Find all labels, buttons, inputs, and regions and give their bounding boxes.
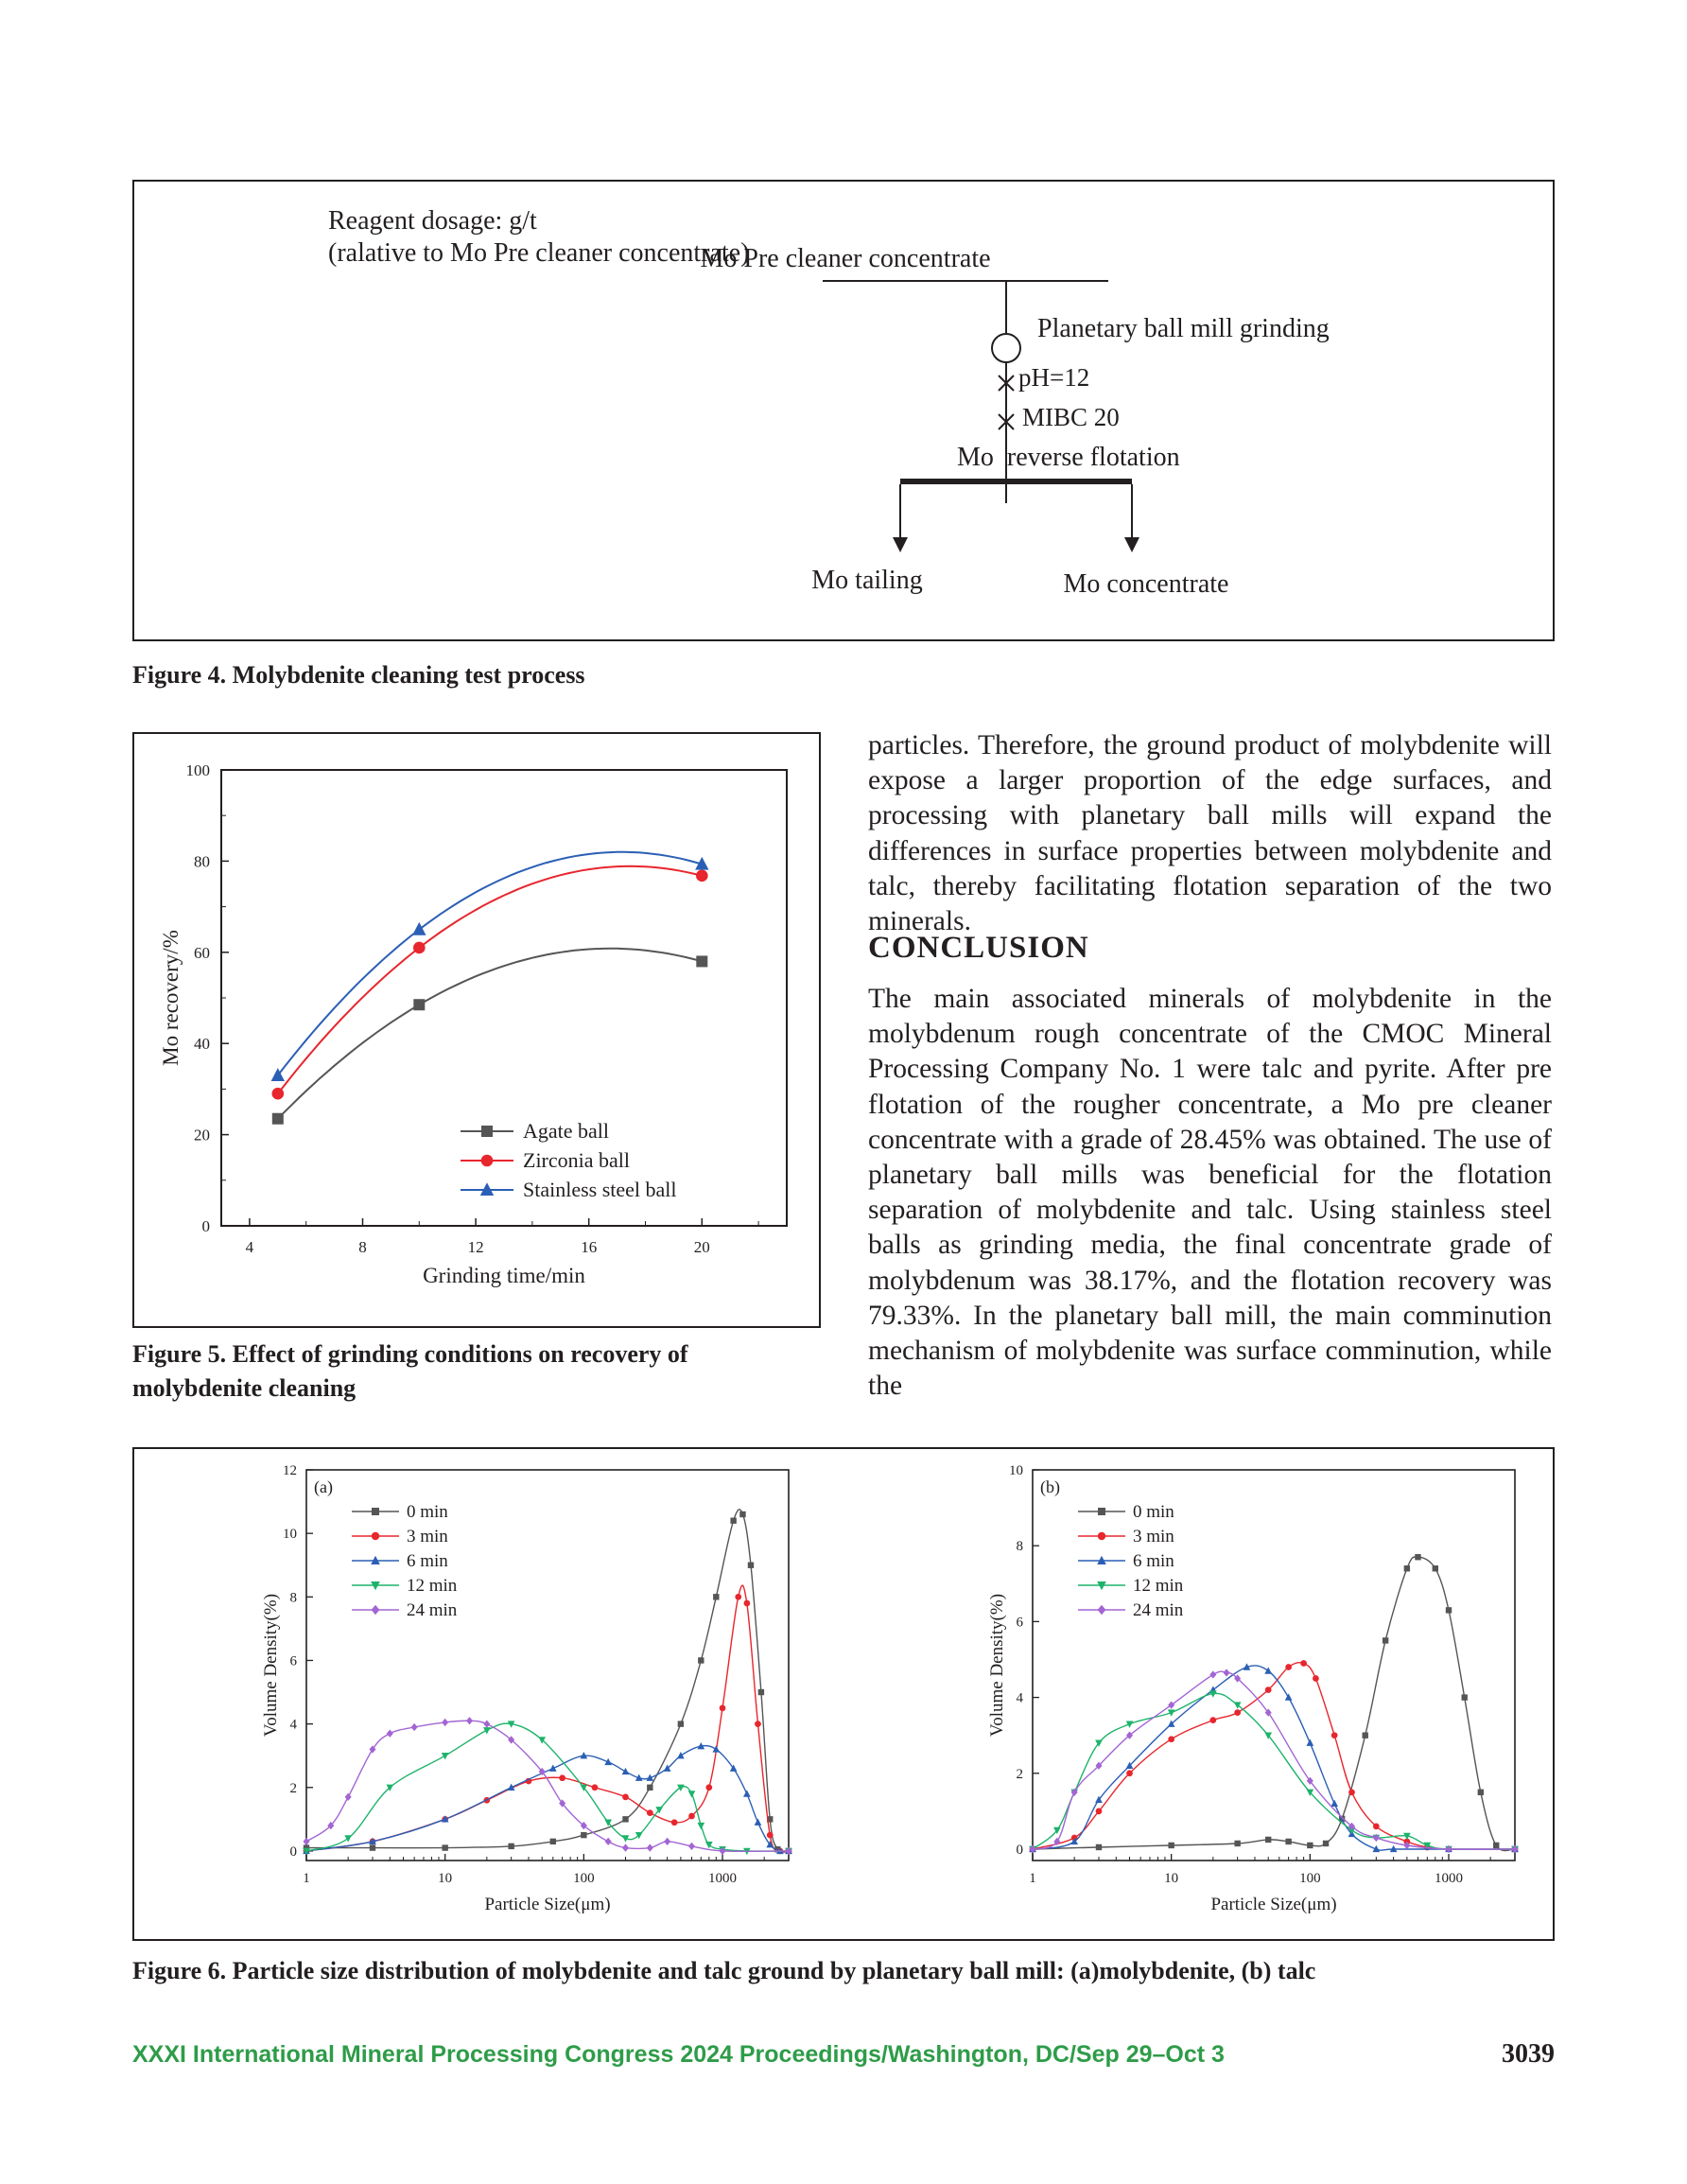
data-point — [1096, 1844, 1102, 1850]
concentrate-label: Mo concentrate — [1063, 569, 1229, 599]
ph-label: pH=12 — [1018, 363, 1090, 392]
data-point — [1285, 1839, 1291, 1844]
data-point — [1404, 1565, 1410, 1571]
body-paragraph-1 — [868, 728, 1552, 939]
data-point — [688, 1843, 695, 1850]
y-tick-label: 6 — [1016, 1615, 1023, 1631]
data-point — [1126, 1770, 1133, 1776]
reagent-relative-label: (ralative to Mo Pre cleaner concentrate) — [328, 238, 750, 268]
data-point — [1224, 1669, 1230, 1676]
series-0-min — [1030, 1502, 1518, 1852]
x-axis-label: Grinding time/min — [423, 1264, 585, 1287]
panel-label: (b) — [1040, 1477, 1060, 1496]
y-tick-label: 4 — [1016, 1690, 1023, 1706]
figure5-caption-line1: Figure 5. Effect of grinding conditions on recovery of — [132, 1340, 688, 1368]
flotation-cell-icon — [900, 479, 1132, 484]
data-point — [559, 1774, 565, 1781]
x-tick-label: 10 — [438, 1871, 453, 1886]
legend-label: Zirconia ball — [523, 1148, 631, 1172]
data-point — [442, 1719, 448, 1726]
series-line — [306, 1585, 789, 1852]
figure5-frame — [132, 732, 821, 1328]
data-point — [550, 1839, 556, 1844]
y-tick-label: 2 — [1016, 1766, 1023, 1782]
legend-label: 6 min — [407, 1551, 448, 1571]
data-point — [622, 1768, 630, 1774]
figure5-chart — [134, 734, 819, 1326]
body-paragraph-2 — [868, 982, 1552, 1404]
y-tick-label: 10 — [283, 1527, 297, 1543]
series-3-min — [304, 1527, 792, 1854]
data-point — [272, 1113, 284, 1125]
y-tick-label: 0 — [201, 1217, 210, 1235]
data-point — [508, 1843, 513, 1849]
legend-marker — [372, 1532, 379, 1540]
data-point — [664, 1838, 670, 1845]
x-tick-label: 1000 — [1435, 1871, 1464, 1886]
data-point — [1446, 1607, 1452, 1613]
legend-label: 0 min — [1133, 1502, 1174, 1522]
x-tick-label: 8 — [358, 1238, 367, 1256]
data-point — [1209, 1717, 1216, 1723]
series-24-min — [1029, 1600, 1518, 1853]
series-0-min — [304, 1502, 791, 1854]
data-point — [483, 1720, 490, 1727]
y-tick-label: 0 — [1016, 1842, 1023, 1858]
data-point — [1373, 1824, 1380, 1830]
data-point — [720, 1704, 726, 1711]
data-point — [647, 1809, 653, 1816]
series-3-min — [1030, 1527, 1519, 1852]
data-point — [411, 1723, 418, 1731]
data-point — [1264, 1667, 1272, 1673]
page-number: 3039 — [1502, 2039, 1555, 2069]
data-point — [592, 1784, 599, 1791]
data-point — [1234, 1709, 1241, 1716]
x-tick-label: 16 — [581, 1238, 598, 1256]
series-line — [1033, 1663, 1515, 1850]
data-point — [1307, 1739, 1314, 1746]
data-point — [1433, 1565, 1438, 1571]
data-point — [767, 1832, 774, 1839]
data-point — [1168, 1701, 1174, 1708]
plot-area — [1033, 1470, 1515, 1861]
series-line — [1033, 1671, 1515, 1849]
figure5-caption-line2: molybdenite cleaning — [132, 1374, 357, 1402]
data-point — [622, 1843, 629, 1851]
data-point — [743, 1600, 750, 1607]
figure4-frame — [132, 180, 1555, 641]
data-point — [697, 1823, 704, 1829]
legend-label: 3 min — [407, 1527, 448, 1546]
y-tick-label: 60 — [194, 943, 210, 962]
data-point — [1383, 1637, 1388, 1643]
data-point — [1209, 1670, 1216, 1678]
series-line — [278, 949, 703, 1119]
y-axis-label: Volume Density(%) — [987, 1593, 1007, 1738]
data-point — [1300, 1660, 1307, 1667]
x-tick-label: 1000 — [708, 1871, 738, 1886]
x-axis-label: Particle Size(μm) — [1210, 1895, 1337, 1914]
data-point — [1348, 1789, 1355, 1795]
mibc-label: MIBC 20 — [1022, 403, 1120, 431]
panel-label: (a) — [314, 1477, 333, 1496]
conference-footer: XXXI International Mineral Processing Congress 2024 Proceedings/Washington, DC/Sep 29–Oct 3 — [132, 2041, 1225, 2068]
legend-marker — [372, 1605, 380, 1615]
data-point — [647, 1785, 652, 1791]
data-point — [1330, 1800, 1338, 1807]
y-tick-label: 6 — [289, 1653, 297, 1669]
y-tick-label: 40 — [194, 1035, 210, 1054]
paragraph-text: particles. Therefore, the ground product of molybdenite will expose a larger proportion of the edge surfaces, and processing with planetary ball mills will expand the differences in surface properties between molybdenite and talc, thereby facilitating flotation separation of the two minerals. — [868, 730, 1552, 937]
data-point — [412, 922, 426, 935]
x-tick-label: 20 — [693, 1238, 710, 1256]
figure6b-chart — [927, 1449, 1532, 1939]
data-point — [705, 1784, 712, 1791]
feed-label: Mo Pre cleaner concentrate — [700, 244, 991, 273]
y-tick-label: 10 — [1009, 1463, 1023, 1478]
data-point — [1307, 1843, 1313, 1848]
legend-marker — [481, 1155, 494, 1167]
data-point — [647, 1843, 653, 1851]
plot-area — [221, 770, 787, 1226]
data-point — [1096, 1808, 1103, 1815]
y-tick-label: 8 — [1016, 1539, 1023, 1555]
data-point — [345, 1793, 352, 1801]
x-tick-label: 12 — [467, 1238, 484, 1256]
data-point — [1168, 1736, 1174, 1742]
series-line — [1033, 1693, 1515, 1849]
series-line — [306, 1723, 789, 1851]
legend-marker — [372, 1508, 379, 1515]
series-line — [306, 1746, 789, 1852]
data-point — [413, 999, 425, 1010]
data-point — [739, 1511, 745, 1517]
legend-label: 24 min — [1133, 1600, 1184, 1620]
data-point — [730, 1518, 736, 1524]
series-line — [1033, 1666, 1515, 1850]
data-point — [696, 870, 708, 882]
data-point — [1234, 1841, 1240, 1846]
reagent-dosage-label: Reagent dosage: g/t — [328, 206, 537, 236]
data-point — [442, 1753, 449, 1759]
data-point — [748, 1563, 754, 1568]
data-point — [483, 1727, 491, 1734]
paragraph-text: The main associated minerals of molybdenite in the molybdenum rough concentrate of the CMOC Mineral Processing Company No. 1 were talc and pyrite. After pre flotation of the rougher concentrate, a Mo pre cleaner concentrate with a grade of 28.45% was obtained. The use of planetary ball mills was beneficial for the flotation separation of molybdenite and talc. Using stainless steel balls as grinding media, the final concentrate grade of molybdenum was 38.17%, and the flotation recovery was 79.33%. In the planetary ball mill, the main comminution mechanism of molybdenite was surface comminution, while the — [868, 984, 1552, 1402]
legend-label: 12 min — [407, 1576, 458, 1596]
data-point — [622, 1816, 628, 1822]
data-point — [1234, 1702, 1242, 1708]
x-axis-label: Particle Size(μm) — [484, 1895, 611, 1914]
data-point — [466, 1717, 473, 1724]
y-tick-label: 2 — [289, 1780, 297, 1796]
legend-label: 6 min — [1133, 1551, 1174, 1571]
data-point — [1285, 1693, 1293, 1700]
data-point — [1265, 1686, 1272, 1693]
data-point — [1478, 1790, 1484, 1795]
x-tick-label: 1 — [1029, 1871, 1036, 1886]
y-tick-label: 80 — [194, 852, 210, 871]
x-tick-label: 10 — [1164, 1871, 1179, 1886]
data-point — [678, 1721, 684, 1726]
legend-label: Agate ball — [523, 1119, 610, 1143]
data-point — [696, 955, 707, 967]
x-tick-label: 1 — [303, 1871, 310, 1886]
data-point — [698, 1657, 704, 1663]
concentrate-arrow-icon — [1124, 537, 1139, 552]
legend-marker — [1098, 1508, 1105, 1515]
y-tick-label: 20 — [194, 1126, 210, 1144]
grinding-label: Planetary ball mill grinding — [1037, 314, 1330, 343]
figure4-caption: Figure 4. Molybdenite cleaning test process — [132, 661, 585, 689]
y-axis-label: Mo recovery/% — [159, 930, 183, 1066]
x-tick-label: 4 — [245, 1238, 254, 1256]
x-tick-label: 100 — [1299, 1871, 1321, 1886]
data-point — [758, 1689, 764, 1695]
data-point — [303, 1838, 309, 1845]
data-point — [712, 1745, 720, 1752]
legend-marker — [1098, 1532, 1105, 1540]
series-line — [278, 852, 703, 1075]
data-point — [442, 1844, 447, 1850]
series-stainless-steel-ball — [271, 852, 709, 1201]
data-point — [755, 1819, 762, 1826]
plot-area — [306, 1470, 789, 1861]
data-point — [677, 1752, 685, 1758]
y-tick-label: 0 — [289, 1843, 297, 1860]
data-point — [677, 1785, 685, 1791]
conclusion-heading: CONCLUSION — [868, 931, 1089, 965]
flotation-label: Mo reverse flotation — [957, 443, 1180, 472]
data-point — [1168, 1843, 1174, 1848]
data-point — [1462, 1694, 1468, 1700]
legend-marker — [1098, 1605, 1106, 1615]
data-point — [1415, 1554, 1420, 1560]
series-line — [306, 1721, 789, 1851]
series-12-min — [303, 1576, 792, 1855]
y-tick-label: 100 — [185, 761, 210, 779]
data-point — [735, 1594, 741, 1600]
legend-label: 0 min — [407, 1502, 448, 1522]
series-12-min — [1029, 1576, 1519, 1853]
figure6a-chart — [200, 1449, 806, 1939]
data-point — [344, 1835, 352, 1842]
data-point — [1265, 1837, 1271, 1843]
data-point — [413, 942, 426, 954]
data-point — [272, 1088, 285, 1100]
legend-label: 24 min — [407, 1600, 458, 1620]
legend-marker — [481, 1126, 493, 1137]
data-point — [1285, 1664, 1292, 1670]
grinding-mill-icon — [992, 334, 1020, 362]
series-24-min — [303, 1600, 791, 1855]
data-point — [743, 1790, 751, 1796]
x-tick-label: 100 — [573, 1871, 595, 1886]
data-point — [688, 1791, 696, 1797]
data-point — [755, 1721, 761, 1727]
series-agate-ball — [272, 949, 708, 1143]
y-tick-label: 8 — [289, 1590, 297, 1606]
series-line — [1033, 1557, 1515, 1851]
data-point — [713, 1594, 719, 1599]
figure4-flowsheet — [134, 182, 1553, 639]
legend-label: 3 min — [1133, 1527, 1174, 1546]
figure6-caption: Figure 6. Particle size distribution of molybdenite and talc ground by planetary ball mill: (a)molybdenite, (b) talc — [132, 1957, 1316, 1984]
data-point — [705, 1842, 713, 1848]
data-point — [635, 1832, 643, 1839]
tailing-arrow-icon — [893, 537, 908, 552]
y-axis-label: Volume Density(%) — [261, 1593, 281, 1738]
data-point — [1323, 1841, 1329, 1846]
data-point — [1313, 1675, 1319, 1682]
tailing-label: Mo tailing — [811, 566, 923, 595]
figure6-frame — [132, 1447, 1555, 1941]
data-point — [688, 1813, 695, 1820]
data-point — [1493, 1843, 1499, 1848]
legend-label: Stainless steel ball — [523, 1178, 677, 1201]
y-tick-label: 12 — [283, 1463, 297, 1478]
data-point — [1331, 1732, 1338, 1738]
data-point — [605, 1838, 612, 1845]
data-point — [370, 1844, 375, 1850]
legend-label: 12 min — [1133, 1576, 1184, 1596]
data-point — [581, 1832, 586, 1838]
y-tick-label: 4 — [289, 1717, 297, 1733]
data-point — [622, 1793, 629, 1800]
data-point — [671, 1819, 678, 1826]
data-point — [1363, 1732, 1368, 1738]
data-point — [387, 1730, 393, 1738]
